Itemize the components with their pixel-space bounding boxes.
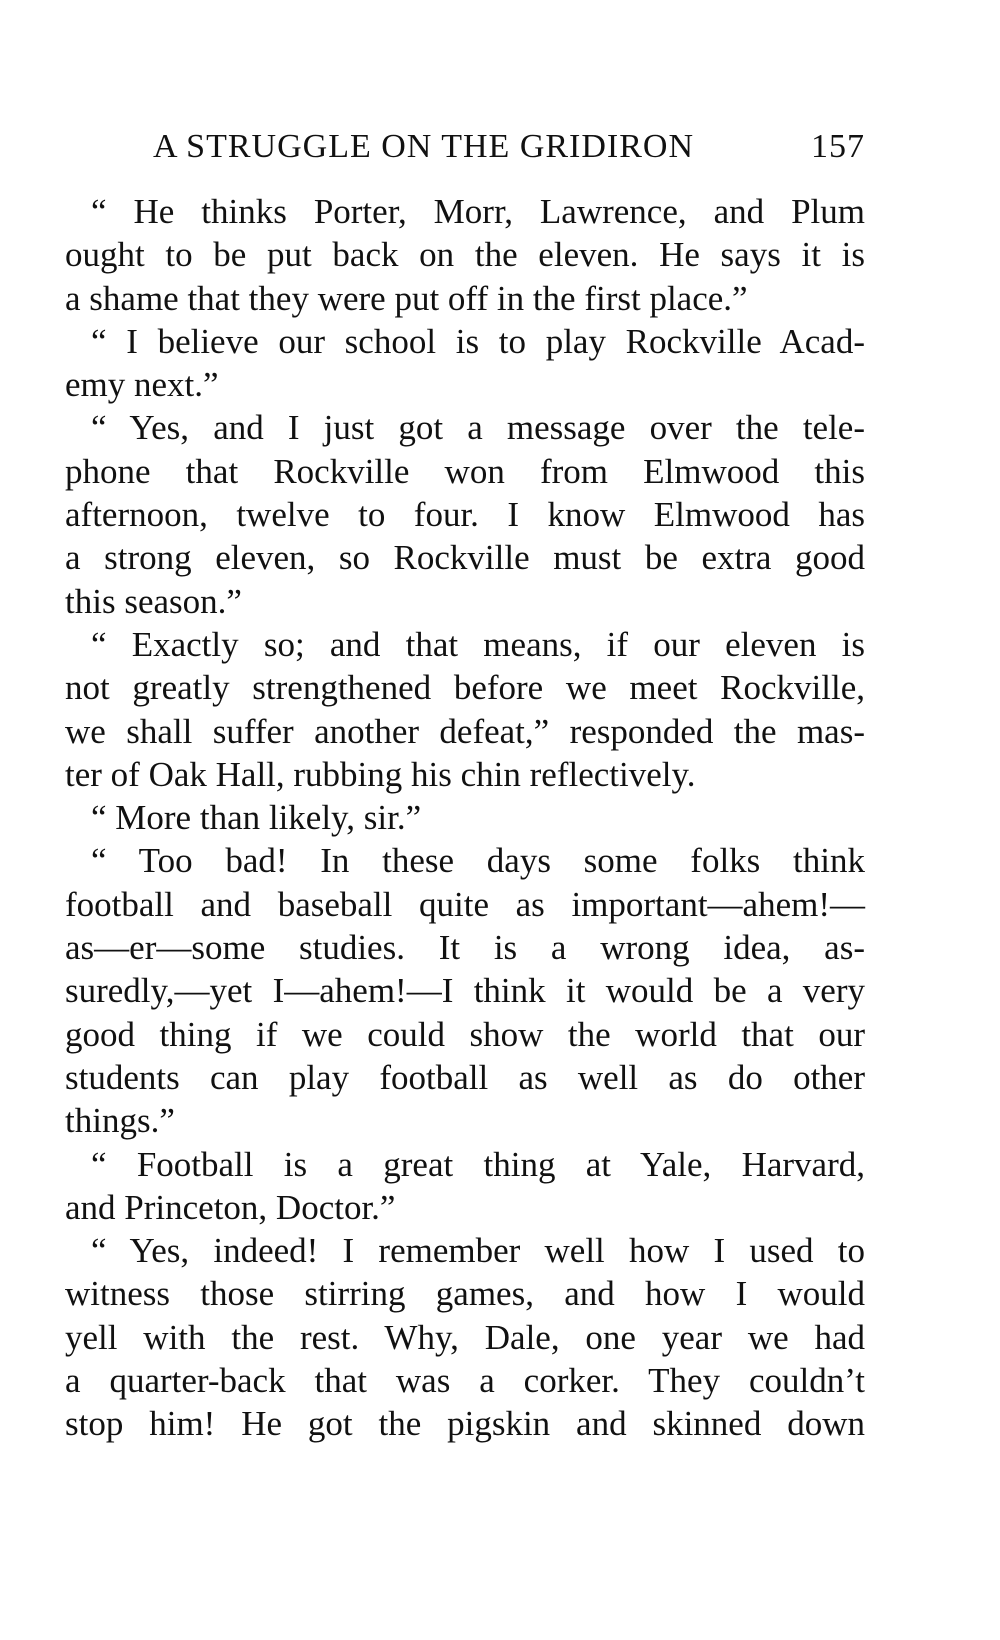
text-line: phone that Rockville won from Elmwood this	[65, 451, 865, 491]
text-line: afternoon, twelve to four. I know Elmwood has	[65, 495, 865, 535]
text-line: students can play football as well as do other	[65, 1057, 865, 1097]
text-line: “ I believe our school is to play Rockville Acad-	[91, 321, 865, 361]
text-line: and Princeton, Doctor.”	[65, 1187, 396, 1227]
text-line: ought to be put back on the eleven. He says it is	[65, 235, 865, 275]
text-line: “ Yes, indeed! I remember well how I used to	[91, 1231, 865, 1271]
paragraph	[65, 796, 865, 839]
text-line: suredly,—yet I—ahem!—I think it would be a very	[65, 971, 865, 1011]
text-line: things.”	[65, 1101, 175, 1141]
text-line: we shall suffer another defeat,” responded the mas-	[65, 711, 865, 751]
paragraph	[65, 320, 865, 407]
text-line: ter of Oak Hall, rubbing his chin reflectively.	[65, 754, 696, 794]
paragraph	[65, 623, 865, 796]
text-line: football and baseball quite as important—ahem!—	[65, 884, 865, 924]
text-line: a strong eleven, so Rockville must be extra good	[65, 538, 865, 578]
running-title: A STRUGGLE ON THE GRIDIRON	[153, 128, 695, 165]
running-head	[65, 122, 865, 172]
paragraph	[65, 406, 865, 622]
text-line: as—er—some studies. It is a wrong idea, as-	[65, 928, 865, 968]
text-line: a quarter-back that was a corker. They couldn’t	[65, 1361, 865, 1401]
text-line: “ Yes, and I just got a message over the tele-	[91, 408, 865, 448]
body-text	[65, 190, 865, 1446]
text-line: “ He thinks Porter, Morr, Lawrence, and Plum	[91, 192, 865, 231]
paragraph	[65, 839, 865, 1142]
text-line: a shame that they were put off in the first place.”	[65, 278, 748, 318]
paragraph	[65, 190, 865, 320]
text-line: “ More than likely, sir.”	[91, 798, 422, 838]
text-line: “ Too bad! In these days some folks think	[91, 841, 865, 881]
text-line: “ Exactly so; and that means, if our eleven is	[91, 624, 865, 664]
paragraph	[65, 1229, 865, 1445]
text-line: stop him! He got the pigskin and skinned down	[65, 1404, 865, 1444]
text-line: this season.”	[65, 581, 242, 621]
page-number: 157	[811, 128, 865, 165]
text-line: “ Football is a great thing at Yale, Harvard,	[91, 1144, 865, 1184]
text-line: good thing if we could show the world that our	[65, 1014, 865, 1054]
text-line: witness those stirring games, and how I would	[65, 1274, 865, 1314]
text-line: yell with the rest. Why, Dale, one year we had	[65, 1317, 865, 1357]
text-line: emy next.”	[65, 365, 219, 405]
paragraph	[65, 1143, 865, 1230]
text-line: not greatly strengthened before we meet Rockville,	[65, 668, 865, 708]
